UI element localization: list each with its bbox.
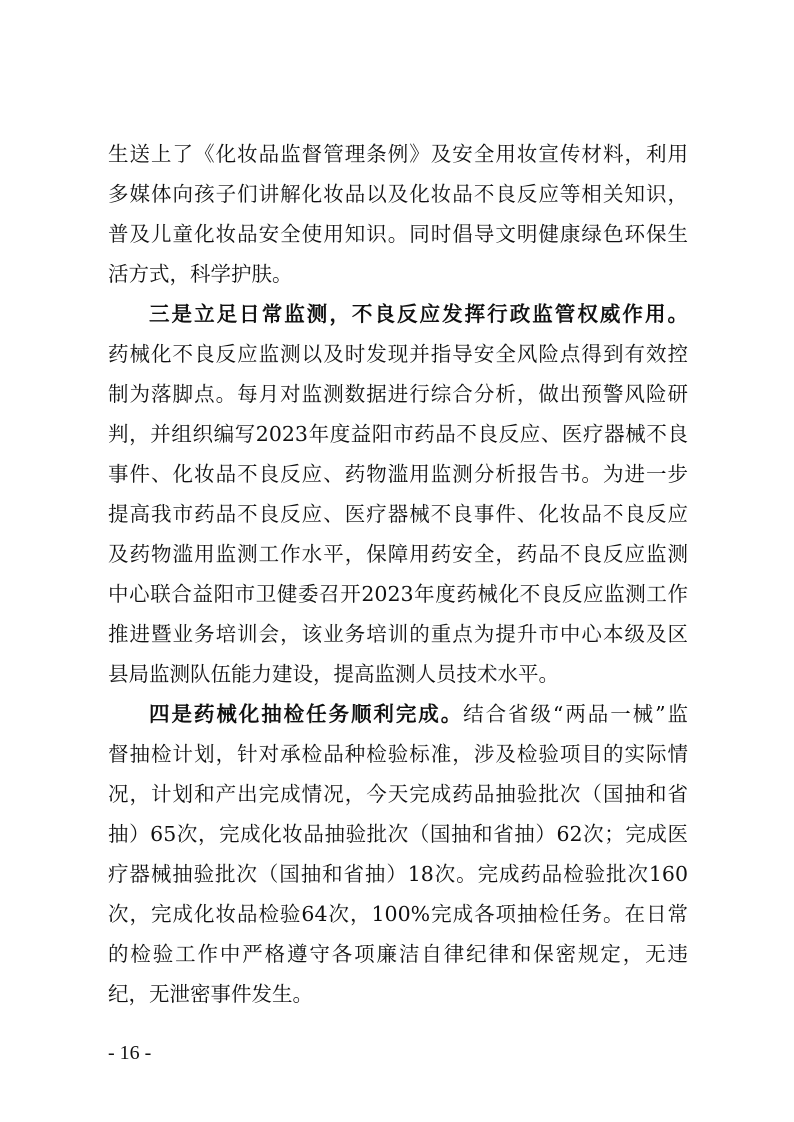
paragraph-line: 纪，无泄密事件发生。: [108, 982, 313, 1006]
paragraph-line: 普及儿童化妆品安全使用知识。同时倡导文明健康绿色环保生: [108, 222, 688, 246]
paragraph-line: 多媒体向孩子们讲解化妆品以及化妆品不良反应等相关知识，: [108, 182, 688, 206]
paragraph-line: 药械化不良反应监测以及时发现并指导安全风险点得到有效控: [108, 342, 688, 366]
paragraph-line: 提高我市药品不良反应、医疗器械不良事件、化妆品不良反应: [108, 502, 688, 526]
section-heading-line: [108, 694, 688, 734]
paragraph-line: 活方式，科学护肤。: [108, 262, 293, 286]
paragraph-line: 县局监测队伍能力建设，提高监测人员技术水平。: [108, 662, 559, 686]
paragraph-line: 抽）65次，完成化妆品抽验批次（国抽和省抽）62次；完成医: [108, 822, 688, 846]
paragraph-line: 制为落脚点。每月对监测数据进行综合分析，做出预警风险研: [108, 382, 688, 406]
page-number: - 16 -: [108, 1042, 152, 1064]
paragraph-line: 事件、化妆品不良反应、药物滥用监测分析报告书。为进一步: [108, 462, 688, 486]
paragraph-line: 生送上了《化妆品监督管理条例》及安全用妆宣传材料，利用: [108, 142, 688, 166]
paragraph-line: 及药物滥用监测工作水平，保障用药安全，药品不良反应监测: [108, 542, 688, 566]
section-heading: 三是立足日常监测，不良反应发挥行政监管权威作用。: [149, 302, 688, 326]
paragraph-line: 况，计划和产出完成情况，今天完成药品抽验批次（国抽和省: [108, 782, 688, 806]
paragraph-line: 的检验工作中严格遵守各项廉洁自律纪律和保密规定，无违: [108, 942, 688, 966]
paragraph-line: 判，并组织编写2023年度益阳市药品不良反应、医疗器械不良: [108, 422, 688, 446]
paragraph-text: 结合省级“两品一械”监: [463, 702, 689, 726]
paragraph-line: 次，完成化妆品检验64次，100%完成各项抽检任务。在日常: [108, 902, 688, 926]
paragraph-line: 督抽检计划，针对承检品种检验标准，涉及检验项目的实际情: [108, 742, 688, 766]
paragraph-line: 中心联合益阳市卫健委召开2023年度药械化不良反应监测工作: [108, 582, 688, 606]
section-heading: 四是药械化抽检任务顺利完成。: [149, 702, 464, 726]
paragraph-line: 疗器械抽验批次（国抽和省抽）18次。完成药品检验批次160: [108, 862, 688, 886]
body-text: [108, 134, 688, 1014]
paragraph-line: 推进暨业务培训会，该业务培训的重点为提升市中心本级及区: [108, 622, 688, 646]
section-heading-line: [108, 294, 688, 334]
